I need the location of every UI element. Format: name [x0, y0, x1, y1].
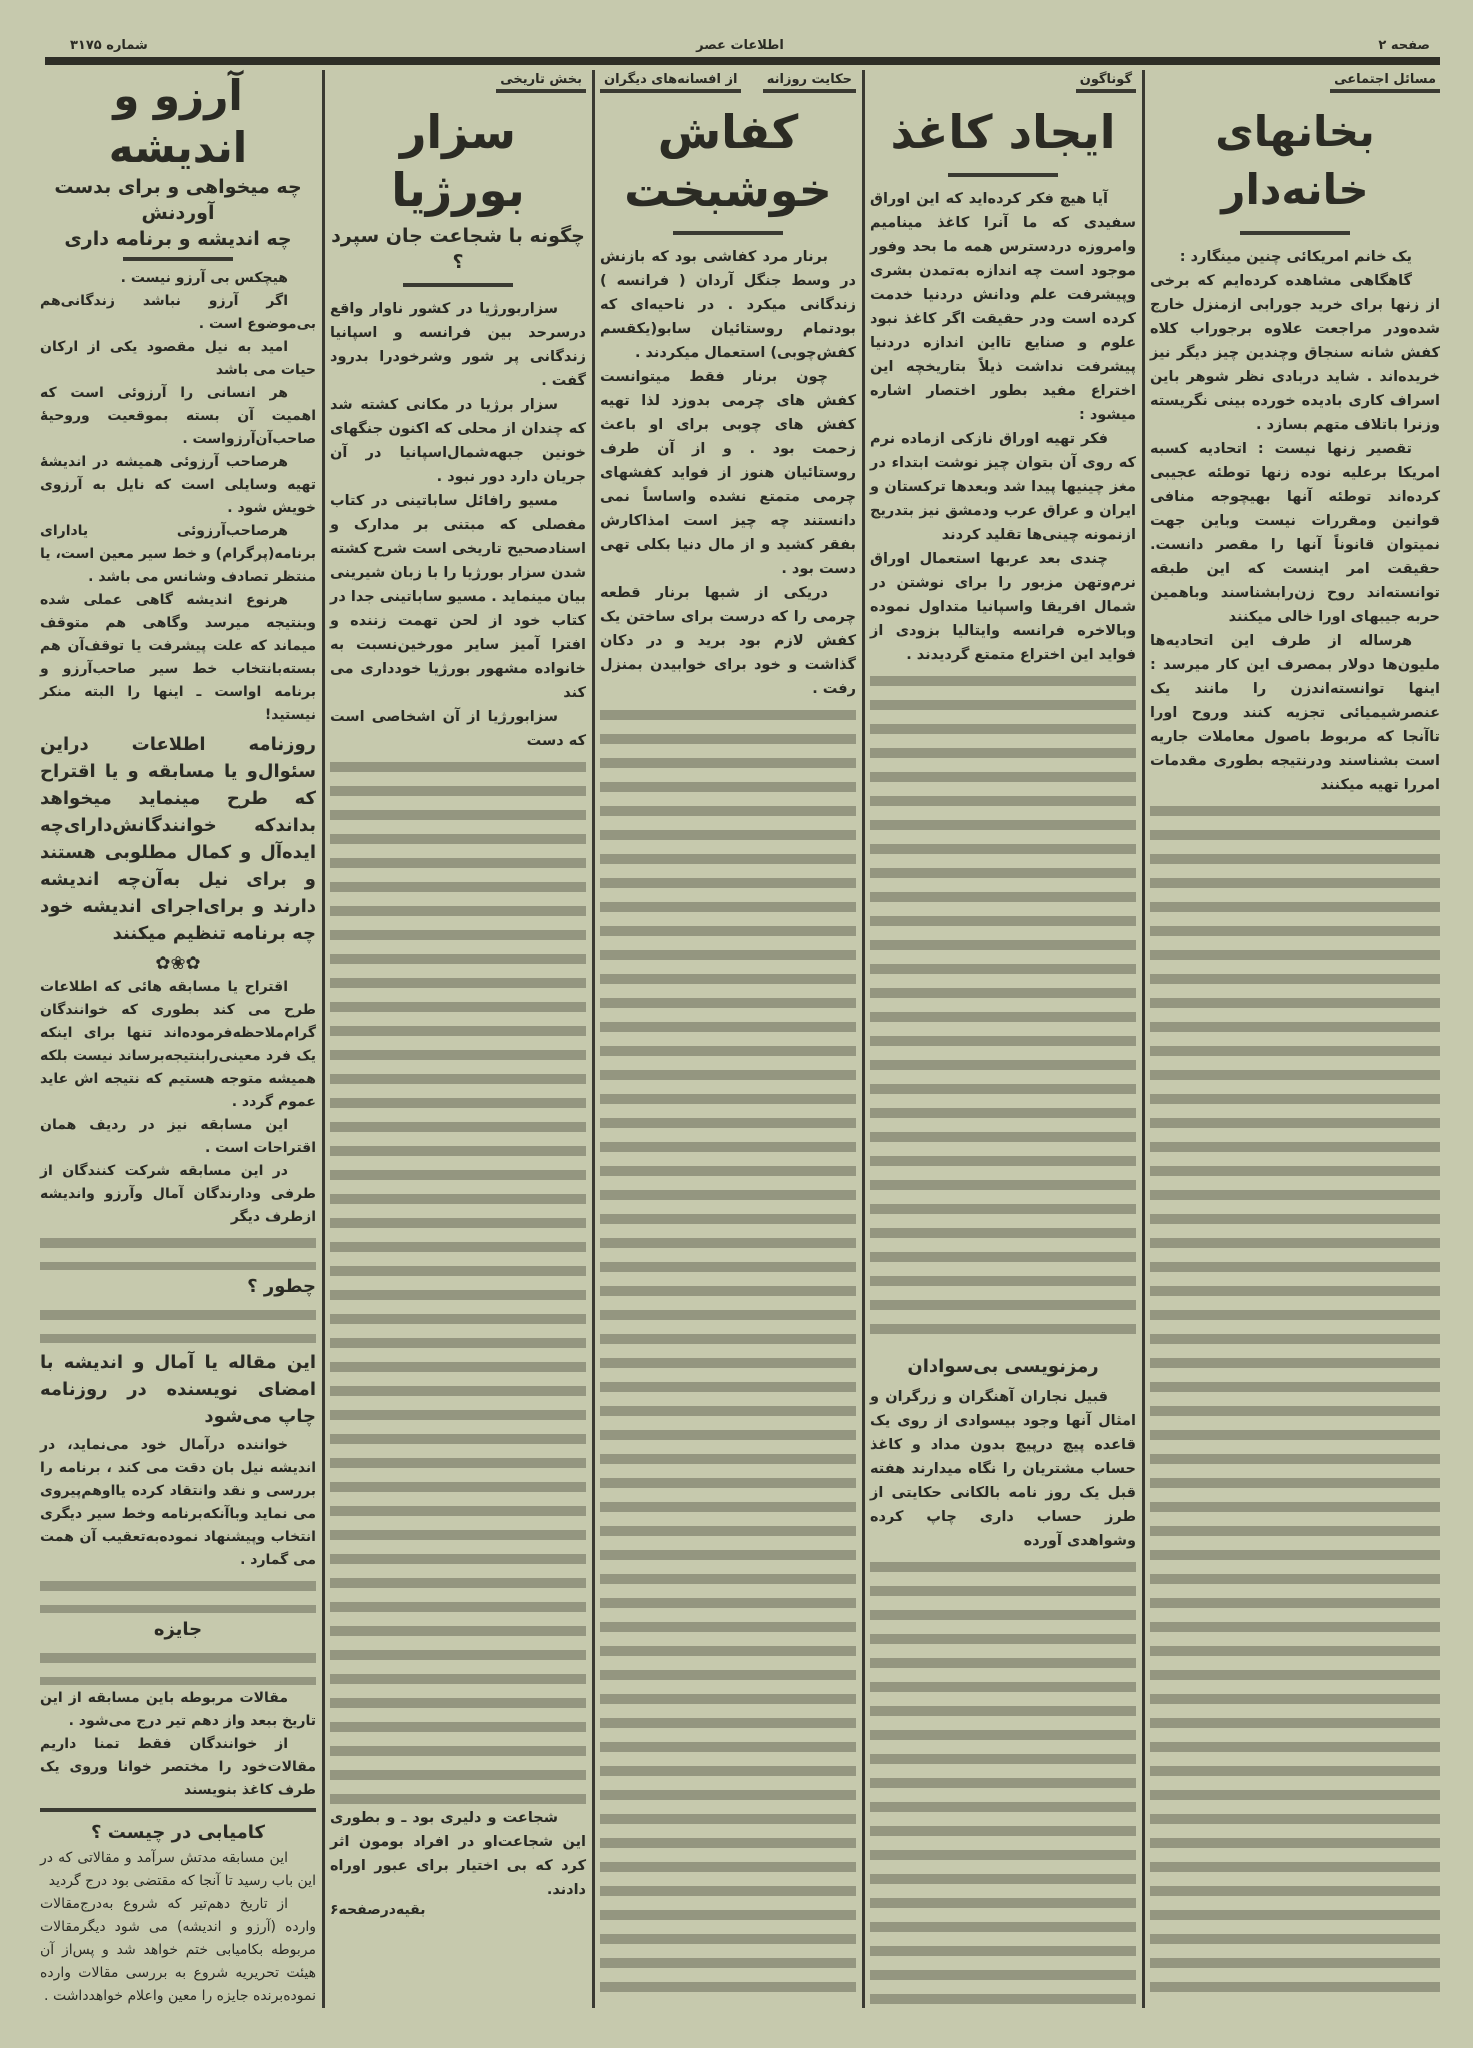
paragraph: چون برنار فقط میتوانست کفش های چرمی بدوزد لذا تهیه کفش های چوبی برای او باعث زحمت بود . و از آن طرف روستائیان هنوز از فواید کفشهای چرمی متمتع نشده واساساً نمی دانستند چه چیز است امذاکارش بفقر کشید و از مال دنیا بکلی تهی دست بود . [600, 369, 856, 577]
illegible-text [870, 669, 1136, 1346]
newspaper-name: اطلاعات عصر [696, 38, 784, 53]
subheading: چطور ؟ [247, 1276, 316, 1298]
paragraph: برنار مرد کفاشی بود که بازنش در وسط جنگل آردان ( فرانسه ) زندگانی میکرد . در ناحیه‌ای که بودتمام روستائیان سابو(یکقسم کفش‌چوبی) استعمال میکردند . [600, 249, 856, 361]
paragraph: هر انسانی را آرزوئی است که اهمیت آن بسته بموقعیت وروحیهٔ صاحب‌آن‌آرزواست . [40, 385, 316, 447]
paragraph: از تاریخ دهم‌تیر که شروع به‌درج‌مقالات وارده (آرزو و اندیشه) می شود دیگرمقالات مربوطه بکامیابی ختم خواهد شد و پس‌از آن هیئت تحریریه شروع به بررسی مقالات وارده نموده‌برنده جایزه را معین واعلام خواهدداشت . [40, 1896, 316, 2004]
headline: آرزو و اندیشه [108, 71, 248, 172]
column-divider [1142, 70, 1145, 2008]
paragraph: امید به نیل مقصود یکی از ارکان حیات می باشد [40, 339, 316, 378]
illegible-text [870, 1555, 1136, 2006]
section-kicker: مسائل اجتماعی [1330, 70, 1440, 93]
kicker-row [600, 70, 856, 99]
rule [40, 1808, 316, 1812]
headline: ایجاد کاغذ [890, 105, 1116, 159]
section-kicker: بخش تاریخی [496, 70, 586, 93]
issue-number: شماره ۳۱۷۵ [70, 38, 148, 53]
masthead-rule [45, 57, 1440, 65]
paragraph: مقالات مربوطه باین مسابقه از این تاریخ ببعد واز دهم تیر درج می‌شود . [40, 1690, 316, 1729]
illegible-text [40, 1646, 316, 1685]
illegible-text [40, 1574, 316, 1613]
section-kicker: از افسانه‌های دیگران [600, 70, 741, 93]
page-number: صفحه ۲ [1378, 38, 1430, 53]
box-title: کامیابی در چیست ؟ [91, 1822, 265, 1843]
column-divider [862, 70, 865, 2008]
rule [123, 257, 233, 261]
rule [403, 283, 513, 287]
paragraph: شجاعت و دلیری بود ـ و بطوری این شجاعت‌او در افراد بومون اثر کرد که بی اختیار برای عبور اوراه دادند. [330, 1810, 586, 1898]
paragraph: تقصیر زنها نیست : اتحادیه کسبه امریکا برعلیه نوده زنها توطئه عجیبی کرده‌اند توطئه آنها بهیچوجه منافی قوانین ومقررات نیست وباین جهت نمیتوان قانوناً آنها را مقصر دانست. حقیقت امر اینست که این طبقه توانسته‌اند روح زن‌رابشناسند وباهمین حربه جیبهای اورا خالی میکنند [1150, 441, 1440, 625]
illegible-text [1150, 799, 1440, 2006]
headline: سزار بورژیا [391, 105, 525, 217]
paragraph: اقتراح یا مسابقه هائی که اطلاعات طرح می کند بطوری که خوانندگان گرام‌ملاحظه‌فرموده‌اند تنها برای اینکه یک فرد معینی‌رابنتیجه‌برساند نیست بلکه همیشه متوجه هستیم که نتیجه اش عاید عموم گردد . [40, 979, 316, 1110]
illegible-text [40, 1303, 316, 1342]
ornament-icon: ✿❀✿ [155, 953, 201, 974]
section-kicker: حکایت روزانه [763, 70, 856, 93]
paragraph: سزابورژیا از آن اشخاصی است که دست [330, 709, 586, 749]
blank-space [330, 1918, 586, 2008]
paragraph: فکر تهیه اوراق نازکی ازماده نرم که روی آن بتوان چیز نوشت ابتداء در مغز چینیها پیدا شد وبعدها ترکستان و ایران و عراق عرب ودمشق نیز بتدریج ازنمونه چینی‌ها تقلید کردند [870, 431, 1136, 543]
paragraph: هرصاحب آرزوئی همیشه در اندیشهٔ تهیه وسایلی است که نایل به آرزوی خویش شود . [40, 454, 316, 516]
illegible-text [330, 755, 586, 1804]
column-divider [592, 70, 595, 2008]
article-housewives [1150, 70, 1440, 2008]
subheading: رمزنویسی بی‌سوادان [907, 1355, 1099, 1377]
article-paper-invention [870, 70, 1136, 2008]
rule [948, 173, 1058, 177]
article-lucky-shoemaker [600, 70, 856, 2008]
paragraph: چندی بعد عربها استعمال اوراق نرم‌وتهن مزبور را برای نوشتن در شمال افریقا واسپانیا متداول نموده وبالاخره فرانسه وایتالیا بزودی از فواید این اختراع متمتع گردیدند . [870, 551, 1136, 663]
paragraph: خواننده درآمال خود می‌نماید، در اندیشه نیل بان دقت می کند ، برنامه را بررسی و نقد وانتقاد کرده یااوهم‌پیروی می نماید وباآنکه‌برنامه وخط سیر دیگری انتخاب وپیشنهاد نموده‌به‌تعقیب آن همت می گمارد . [40, 1436, 316, 1568]
paragraph: این مسابقه نیز در ردیف همان اقتراحات است . [40, 1117, 316, 1156]
paragraph: هرنوع اندیشه گاهی عملی شده وبنتیجه میرسد وگاهی هم متوقف میماند که علت پیشرفت یا توقف‌آن هم بسته‌بانتخاب خط سیر صاحب‌آرزو و برنامه اواست ـ اینها را البته منکر نیستید! [40, 592, 316, 723]
rule [1240, 231, 1350, 235]
paragraph: هرساله از طرف این اتحادیه‌ها ملیون‌ها دولار بمصرف این کار میرسد : اینها توانسته‌اندزن را مانند یک عنصرشیمیائی تجزیه کنند وروح اورا تاآنجا که مربوط باصول معاملات جاریه است بشناسند ودرنتیجه بطوری مقدمات امررا تهیه میکنند [1150, 633, 1440, 793]
illegible-text [600, 703, 856, 2006]
column-divider [322, 70, 325, 2008]
headline: بخانهای خانه‌دار [1215, 107, 1375, 214]
paragraph: گاهگاهی مشاهده کرده‌ایم که برخی از زنها برای خرید جورابی ازمنزل خارج شده‌ودر مراجعت علاوه برجوراب کلاه کفش شانه سنجاق وچندین چیز دیگر نیز خریده‌اند . شاید دربادی نظر شوهر باین اسراف کاری بادیده خورده بینی نگریسته وزنرا باتلاف متهم بسازد . [1150, 273, 1440, 433]
rule [673, 231, 783, 235]
paragraph: قبیل نجاران آهنگران و زرگران و امثال آنها وجود بیسوادی از روی یک قاعده پیچ درپیچ بدون مداد و کاغذ حساب مشتریان را نگاه میدارند هفته قبل یک روز نامه بالکانی حکایتی از طرز حساب داری چاپ کرده وشواهدی آورده [870, 1388, 1136, 1549]
paragraph: در این مسابقه شرکت کنندگان از طرفی ودارندگان آمال وآرزو واندیشه ازطرف دیگر [40, 1163, 316, 1225]
paragraph: مسیو رافائل ساباتینی در کتاب مفصلی که مبتنی بر مدارک و اسنادصحیح تاریخی است شرح کشته شدن سزار بورژیا را با زبان شیرینی بیان مینماید . مسیو ساباتینی جدا در کتاب خود از لحن تهمت زننده و افترا آمیز سایر مورخین‌نسبت به خانواده مشهور بورژیا خودداری می کند [330, 493, 586, 701]
paragraph: سزار برژیا در مکانی کشته شد که چندان از محلی که اکنون جنگهای خونین جبهه‌شمال‌اسپانیا در آن جریان دارد دور نبود . [330, 397, 586, 485]
section-kicker: گوناگون [1076, 70, 1136, 93]
paragraph: اگر آرزو نباشد زندگانی‌هم بی‌موضوع است . [40, 293, 316, 332]
subheading: جایزه [153, 1618, 203, 1640]
paragraph: یک خانم امریکائی چنین مینگارد : [1179, 249, 1412, 265]
paragraph: این مسابقه مدتش سرآمد و مقالاتی که در این باب رسید تا آنجا که مقتضی بود درج گردید [40, 1850, 316, 1889]
subheadline: چه میخواهی و برای بدست آوردنش [54, 176, 302, 224]
continued-note: بقیه‌در‌صفحه۶ [330, 1902, 426, 1918]
subheadline: چه اندیشه و برنامه داری [64, 228, 292, 250]
paragraph: آیا هیچ فکر کرده‌اید که این اوراق سفیدی که ما آنرا کاغذ مینامیم وامروزه دردسترس همه ما بحد وفور موجود است چه اندازه به‌تمدن بشری وپیشرفت علم ودانش دردنیا خدمت کرده است ودر حقیقت اگر کاغذ نبود علوم و صنایع تااین اندازه دردنیا پیشرفت نداشت ذیلاً بتاریخچه این اختراع مفید بطور اختصار اشاره میشود : [870, 191, 1136, 423]
illegible-text [40, 1231, 316, 1270]
headline: کفاش خوشبخت [624, 105, 832, 217]
subheadline: چگونه با شجاعت جان سپرد ؟ [331, 225, 585, 273]
highlighted-section: این مقاله یا آمال و اندیشه با امضای نویسنده در روزنامه چاپ می‌شود [40, 1351, 316, 1427]
paragraph: دریکی از شبها برنار قطعه چرمی را که درست برای ساختن یک کفش لازم بود برید و در دکان گذاشت و خود برای خوابیدن بمنزل رفت . [600, 585, 856, 697]
paragraph: هرصاحب‌آرزوئی یادارای برنامه(پرگرام) و خط سیر معین است، یا منتظر تصادف وشانس می باشد . [40, 523, 316, 585]
article-cesare-borgia [330, 70, 586, 2008]
paragraph: از خوانندگان فقط تمنا داریم مقالات‌خود را مختصر خوانا وروی یک طرف کاغذ بنویسند [40, 1736, 316, 1798]
paragraph: هیچکس بی آرزو نیست . [120, 270, 288, 286]
paragraph: سزاربورژیا در کشور ناوار واقع درسرحد بین فرانسه و اسپانیا زندگانی پر شور وشرخودرا بدرود گفت . [330, 301, 586, 389]
article-wish-and-thought [40, 70, 316, 2008]
highlighted-section: روزنامه اطلاعات دراین سئوال‌و یا مسابقه و یا اقتراح که طرح مینماید میخواهد بداند‌که خوانندگانش‌دارای‌چه ایده‌آل و کمال مطلوبی هستند و برای نیل به‌آن‌چه اندیشه دارند و برای‌اجرای اندیشه خود چه برنامه تنظیم میکنند [40, 734, 316, 944]
